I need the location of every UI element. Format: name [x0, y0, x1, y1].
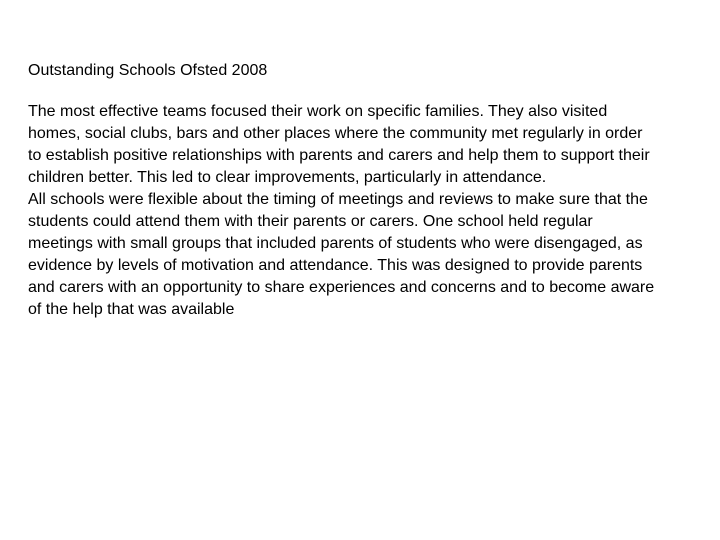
text-line: and carers with an opportunity to share experiences and concerns and to become aware [28, 279, 655, 296]
text-line: to establish positive relationships with parents and carers and help them to support their [28, 147, 650, 164]
body-text [28, 101, 654, 321]
paragraph-1 [28, 101, 654, 189]
text-line: evidence by levels of motivation and attendance. This was designed to provide parents [28, 257, 643, 274]
paragraph-2 [28, 189, 654, 321]
text-line: meetings with small groups that included parents of students who were disengaged, as [28, 235, 643, 252]
text-line: All schools were flexible about the timing of meetings and reviews to make sure that the [28, 191, 648, 208]
text-line: homes, social clubs, bars and other places where the community met regularly in order [28, 125, 643, 142]
text-line: children better. This led to clear improvements, particularly in attendance. [28, 169, 547, 186]
text-line: The most effective teams focused their work on specific families. They also visited [28, 103, 608, 120]
text-line: students could attend them with their parents or carers. One school held regular [28, 213, 593, 230]
page-title: Outstanding Schools Ofsted 2008 [28, 62, 268, 79]
text-line: of the help that was available [28, 301, 235, 318]
